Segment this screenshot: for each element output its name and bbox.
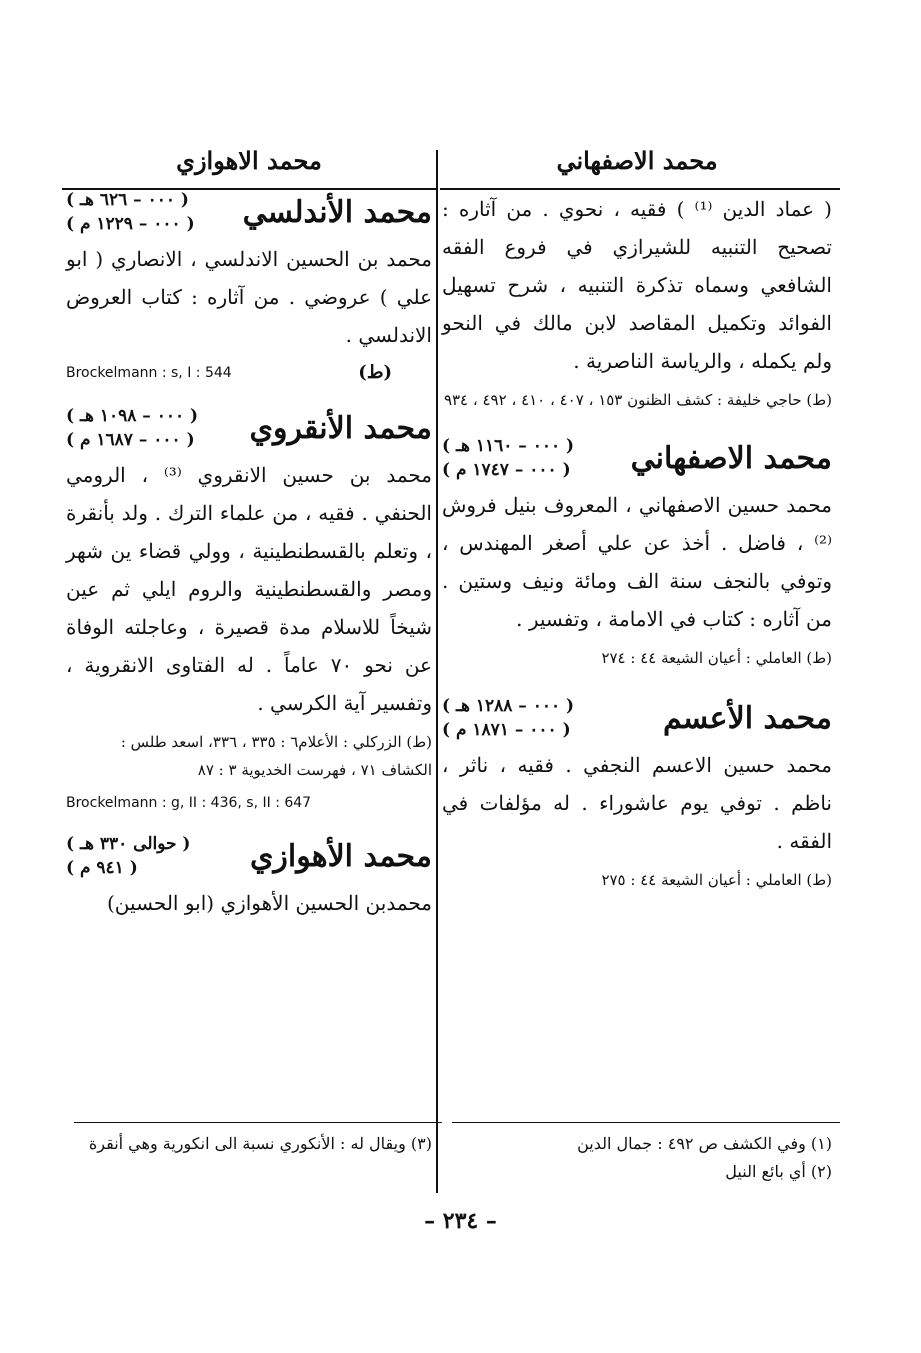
- entry-name: محمد الأهوازي: [249, 838, 432, 874]
- date-hijri: ( ٠٠٠ – ١٠٩٨ هـ ): [66, 406, 199, 426]
- date-gregorian: ( ٠٠٠ – ١٦٨٧ م ): [66, 430, 195, 450]
- entry-text: محمد حسين الاصفهاني ، المعروف بنيل فروش ⁽²⁾ ، فاضل . أخذ عن علي أصغر المهندس ، وتوفي بالنجف سنة الف ومائة ونيف وستين . من آثاره : كتاب في الامامة ، وتفسير .: [442, 493, 832, 631]
- entry-text: محمد حسين الاعسم النجفي . فقيه ، ناثر ، ناظم . توفي يوم عاشوراء . له مؤلفات في الفقه .: [442, 753, 832, 853]
- entry-dates: [442, 434, 574, 482]
- right-column-header: محمد الاصفهاني: [556, 146, 718, 175]
- entry-text: محمد بن حسين الانقروي ⁽³⁾ ، الرومي الحنفي . فقيه ، من علماء الترك . ولد بأنقرة ، وتعلم بالقسطنطينية ، وولي قضاء ين شهر ومصر والقسطنطينية والروم ايلي ثم عين شيخاً للاسلام مدة قصيرة ، وعاجلته الوفاة عن نحو ٧٠ عاماً . له الفتاوى الانقروية ، وتفسير آية الكرسي .: [66, 463, 433, 715]
- date-gregorian: ( ٠٠٠ – ١٢٢٩ م ): [66, 214, 195, 234]
- right-footnotes: [442, 1130, 832, 1186]
- date-hijri: ( ٠٠٠ – ١٢٨٨ هـ ): [442, 696, 575, 716]
- entry-dates: [442, 694, 574, 742]
- footnote-2: (٢) أي بائع النيل: [725, 1162, 832, 1181]
- left-footnotes: [66, 1130, 432, 1158]
- footnote-rule-left: [74, 1122, 442, 1123]
- left-column: [66, 140, 433, 1153]
- entry-name: محمد الأعسم: [662, 700, 832, 736]
- entry-isfahani: [442, 434, 832, 672]
- entry-name: محمد الأندلسي: [242, 194, 432, 230]
- date-gregorian: ( ٩٤١ م ): [66, 858, 138, 878]
- date-gregorian: ( ٠٠٠ – ١٨٧١ م ): [442, 720, 571, 740]
- latin-reference: Brockelmann : g, II : 436, s, II : 647: [66, 795, 312, 811]
- right-column: [442, 140, 832, 1181]
- entry-source: (ط) العاملي : أعيان الشيعة ٤٤ : ٢٧٥: [601, 871, 832, 889]
- entry-andalusi: [66, 188, 432, 388]
- page-number: – ٢٣٤ –: [424, 1208, 497, 1234]
- left-column-header: محمد الاهوازي: [176, 146, 322, 175]
- entry-name: محمد الأنقروي: [249, 410, 432, 446]
- ref-mark: (ط): [358, 362, 392, 383]
- date-gregorian: ( ٠٠٠ – ١٧٤٧ م ): [442, 460, 571, 480]
- entry-name: محمد الاصفهاني: [630, 440, 832, 476]
- footnote-1: (١) وفي الكشف ص ٤٩٢ : جمال الدين: [577, 1134, 832, 1153]
- entry-source: (ط) الزركلي : الأعلام٦ : ٣٣٥ ، ٣٣٦، اسعد طلس : الكشاف ٧١ ، فهرست الخديوية ٣ : ٨٧: [120, 733, 432, 779]
- continuation-source: (ط) حاجي خليفة : كشف الظنون ١٥٣ ، ٤٠٧ ، ٤١٠ ، ٤٩٢ ، ٩٣٤: [443, 391, 832, 409]
- column-divider: [436, 150, 438, 1193]
- footnote-3: (٣) ويقال له : الأنكوري نسبة الى انكورية وهي أنقرة: [88, 1134, 432, 1153]
- reference-row: [66, 358, 432, 388]
- date-hijri: ( ٠٠٠ – ٦٢٦ هـ ): [66, 190, 189, 210]
- entry-dates: [66, 832, 190, 880]
- entry-source: (ط) العاملي : أعيان الشيعة ٤٤ : ٢٧٤: [601, 649, 832, 667]
- entry-aasam: [442, 694, 832, 894]
- date-hijri: ( حوالى ٣٣٠ هـ ): [66, 834, 191, 854]
- entry-anqarawi: [66, 404, 432, 818]
- entry-ahwazi: [66, 832, 432, 922]
- entry-dates: [66, 404, 198, 452]
- entry-text: محمد بن الحسين الاندلسي ، الانصاري ( ابو علي ) عروضي . من آثاره : كتاب العروض الاندلسي .: [66, 247, 432, 347]
- continuation-text: ( عماد الدين ⁽¹⁾ ) فقيه ، نحوي . من آثاره : تصحيح التنبيه للشيرازي في فروع الفقه الشافعي وسماه تذكرة التنبيه ، شرح تسهيل الفوائد وتكميل المقاصد لابن مالك في النحو ولم يكمله ، والرياسة الناصرية .: [442, 197, 832, 373]
- date-hijri: ( ٠٠٠ – ١١٦٠ هـ ): [442, 436, 575, 456]
- entry-text: محمدبن الحسين الأهوازي (ابو الحسين): [107, 891, 432, 915]
- latin-reference: Brockelmann : s, I : 544: [66, 365, 232, 381]
- entry-dates: [66, 188, 195, 236]
- footnote-rule-right: [452, 1122, 840, 1123]
